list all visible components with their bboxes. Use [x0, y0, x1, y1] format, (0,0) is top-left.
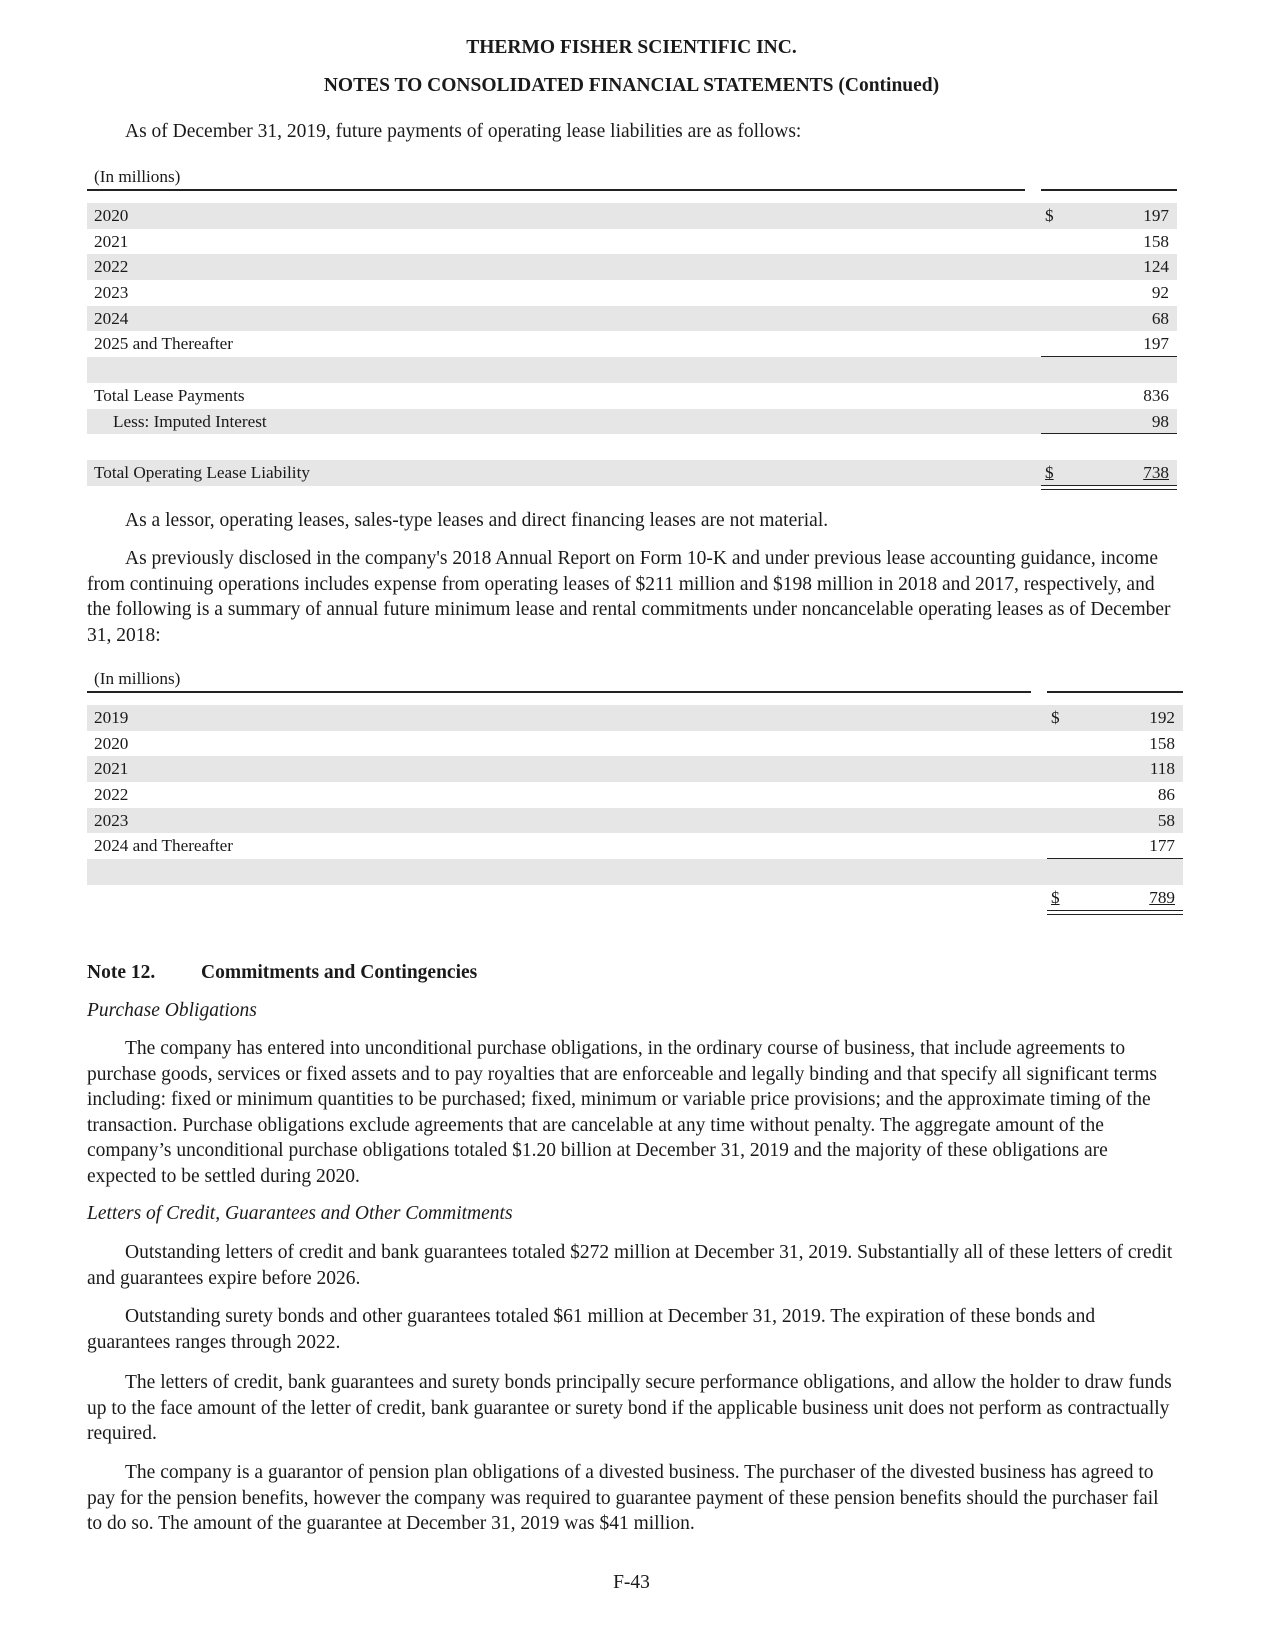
dollar-sign: $	[1051, 708, 1060, 727]
spacer-row	[87, 693, 1183, 705]
purchase-obligations-heading: Purchase Obligations	[87, 1000, 257, 1021]
page-number: F-43	[613, 1572, 650, 1593]
company-name: THERMO FISHER SCIENTIFIC INC.	[466, 37, 797, 58]
table-row	[87, 705, 1183, 731]
row-label: 2023	[94, 283, 129, 303]
row-label: 2021	[94, 231, 129, 251]
note-title: Commitments and Contingencies	[201, 962, 478, 983]
table-row-total-payments	[87, 383, 1177, 409]
lease-intro-text: As of December 31, 2019, future payments of operating lease liabilities are as follows:	[125, 121, 802, 142]
table-row	[87, 306, 1177, 332]
row-label: 2020	[94, 206, 129, 225]
unit-label: (In millions)	[94, 669, 181, 688]
row-value: 98	[1151, 411, 1169, 431]
table-row	[87, 808, 1183, 834]
row-value: 789	[1149, 887, 1175, 907]
table-row-imputed-interest	[87, 409, 1177, 435]
table-row	[87, 731, 1183, 757]
row-label: 2019	[94, 708, 129, 727]
table-row	[87, 756, 1183, 782]
dollar-sign: $	[1051, 887, 1060, 907]
row-label: 2020	[94, 733, 129, 753]
row-value: 738	[1143, 462, 1169, 482]
dollar-sign: $	[1045, 206, 1054, 225]
row-label: 2025 and Thereafter	[94, 334, 234, 354]
table-header	[87, 669, 1183, 693]
row-value: 197	[1143, 334, 1169, 354]
row-value: 197	[1143, 206, 1169, 225]
row-value: 86	[1157, 785, 1175, 805]
row-label: 2024	[94, 308, 129, 328]
letters-paragraph-3: The letters of credit, bank guarantees and surety bonds principally secure performance obligations, and allow the holder to draw funds up to the face amount of the letter of credit, bank guarantee or surety bond if the applicable business unit does not perform as contractually required.	[87, 1372, 1172, 1445]
row-value: 158	[1149, 733, 1175, 753]
row-value: 836	[1143, 385, 1169, 405]
row-value: 177	[1149, 836, 1175, 856]
row-label: 2021	[94, 759, 129, 779]
previous-disclosure-paragraph: As previously disclosed in the company's 2018 Annual Report on Form 10-K and under previous lease accounting guidance, income from continuing operations includes expense from operating leases of $211 million and $198 million in 2018 and 2017, respectively, and the following is a summary of annual future minimum lease and rental commitments under noncancelable operating leases as of December 31, 2018:	[87, 548, 1171, 646]
row-value: 118	[1149, 759, 1175, 779]
row-value: 92	[1151, 283, 1169, 303]
row-label: Less: Imputed Interest	[113, 411, 267, 431]
row-label: Total Lease Payments	[94, 385, 245, 405]
purchase-obligations-paragraph: The company has entered into unconditional purchase obligations, in the ordinary course of business, that include agreements to purchase goods, services or fixed assets and to pay royalties that are enforceable and legally binding and that specify all significant terms including: fixed or minimum quantities to be purchased; fixed, minimum or variable price provisions; and the approximate timing of the transaction. Purchase obligations exclude agreements that are cancelable at any time without penalty. The aggregate amount of the company’s unconditional purchase obligations totaled $1.20 billion at December 31, 2019 and the majority of these obligations are expected to be settled during 2020.	[87, 1038, 1157, 1187]
row-value: 124	[1143, 257, 1169, 277]
note-heading	[87, 962, 477, 984]
lease-liability-table	[87, 167, 1177, 486]
row-value: 192	[1149, 708, 1175, 727]
minimum-lease-commitments-table	[87, 669, 1183, 911]
table-row	[87, 254, 1177, 280]
total-double-rule	[1041, 489, 1177, 490]
letters-paragraph-1: Outstanding letters of credit and bank guarantees totaled $272 million at December 31, 2019. Substantially all of these letters of credit and guarantees expire before 2026.	[87, 1242, 1173, 1289]
table-row-total	[87, 885, 1183, 911]
total-rule	[1047, 910, 1183, 911]
spacer-row	[87, 191, 1177, 203]
row-value: 68	[1151, 308, 1169, 328]
total-double-rule	[1047, 914, 1183, 915]
row-value: 158	[1143, 231, 1169, 251]
dollar-sign: $	[1045, 462, 1054, 482]
total-rule	[1041, 485, 1177, 486]
table-row	[87, 833, 1183, 859]
table-row	[87, 229, 1177, 255]
table-row	[87, 203, 1177, 229]
table-header	[87, 167, 1177, 191]
letters-paragraph-2: Outstanding surety bonds and other guarantees totaled $61 million at December 31, 2019. The expiration of these bonds and guarantees ranges through 2022.	[87, 1306, 1096, 1353]
row-label: 2023	[94, 810, 129, 830]
unit-label: (In millions)	[94, 167, 181, 186]
table-row-total-liability	[87, 460, 1177, 486]
lessor-paragraph: As a lessor, operating leases, sales-type leases and direct financing leases are not material.	[125, 510, 829, 531]
note-number: Note 12.	[87, 962, 156, 983]
spacer-row	[87, 357, 1177, 383]
row-label: Total Operating Lease Liability	[94, 462, 310, 482]
letters-paragraph-4: The company is a guarantor of pension plan obligations of a divested business. The purchaser of the divested business has agreed to pay for the pension benefits, however the company was required to guarantee payment of these pension benefits should the purchaser fail to do so. The amount of the guarantee at December 31, 2019 was $41 million.	[87, 1462, 1159, 1535]
row-label: 2022	[94, 785, 129, 805]
row-value: 58	[1157, 810, 1175, 830]
table-row	[87, 782, 1183, 808]
page-subtitle: NOTES TO CONSOLIDATED FINANCIAL STATEMENTS (Continued)	[323, 75, 940, 96]
row-label: 2024 and Thereafter	[94, 836, 234, 856]
spacer-row	[87, 434, 1177, 460]
spacer-row	[87, 859, 1183, 885]
table-row	[87, 331, 1177, 357]
table-row	[87, 280, 1177, 306]
row-label: 2022	[94, 257, 129, 277]
letters-of-credit-heading: Letters of Credit, Guarantees and Other Commitments	[87, 1203, 513, 1224]
